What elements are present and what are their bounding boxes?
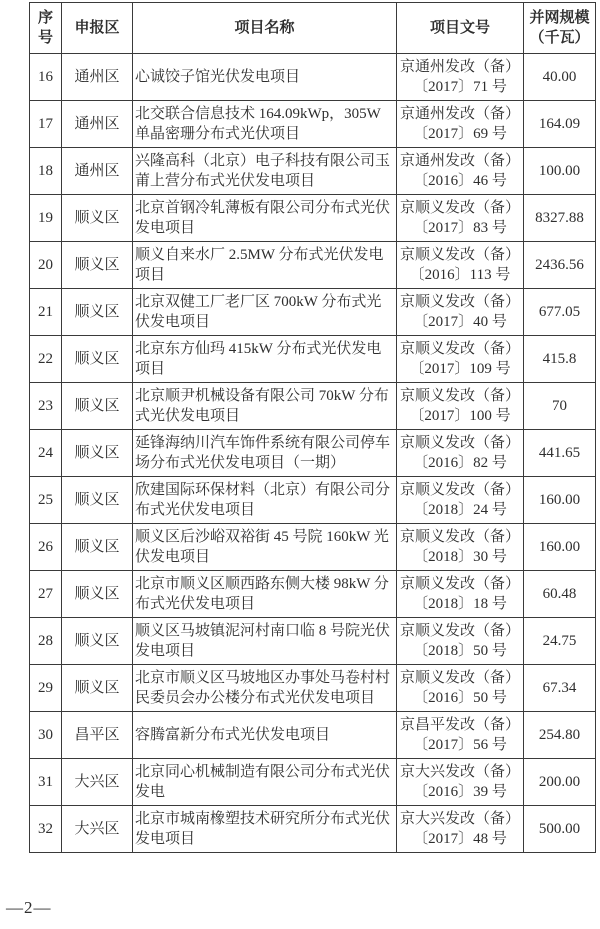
cell-project-name: 北京同心机械制造有限公司分布式光伏发电 [133,759,397,806]
table-row [30,477,596,524]
table-row [30,618,596,665]
cell-district: 顺义区 [62,195,133,242]
cell-project-name: 顺义自来水厂 2.5MW 分布式光伏发电项目 [133,242,397,289]
cell-serial-number: 19 [30,195,62,242]
cell-grid-scale: 8327.88 [524,195,596,242]
cell-serial-number: 20 [30,242,62,289]
cell-document-number: 京昌平发改（备）〔2017〕56 号 [397,712,524,759]
cell-serial-number: 27 [30,571,62,618]
pv-projects-table [29,2,596,853]
cell-document-number: 京大兴发改（备）〔2017〕48 号 [397,806,524,853]
cell-grid-scale: 415.8 [524,336,596,383]
cell-project-name: 容腾富新分布式光伏发电项目 [133,712,397,759]
cell-grid-scale: 441.65 [524,430,596,477]
cell-district: 通州区 [62,54,133,101]
cell-district: 顺义区 [62,383,133,430]
cell-document-number: 京顺义发改（备）〔2017〕40 号 [397,289,524,336]
cell-project-name: 心诚饺子馆光伏发电项目 [133,54,397,101]
cell-serial-number: 29 [30,665,62,712]
cell-document-number: 京顺义发改（备）〔2018〕30 号 [397,524,524,571]
cell-document-number: 京顺义发改（备）〔2016〕82 号 [397,430,524,477]
cell-document-number: 京通州发改（备）〔2017〕69 号 [397,101,524,148]
cell-serial-number: 32 [30,806,62,853]
cell-serial-number: 21 [30,289,62,336]
cell-project-name: 兴隆高科（北京）电子科技有限公司玉莆上营分布式光伏发电项目 [133,148,397,195]
table-row [30,383,596,430]
cell-project-name: 北交联合信息技术 164.09kWp，305W 单晶密珊分布式光伏项目 [133,101,397,148]
cell-grid-scale: 70 [524,383,596,430]
cell-grid-scale: 160.00 [524,524,596,571]
cell-document-number: 京顺义发改（备）〔2018〕18 号 [397,571,524,618]
cell-district: 顺义区 [62,289,133,336]
header-cell-project-name: 项目名称 [133,3,397,54]
cell-grid-scale: 160.00 [524,477,596,524]
table-row [30,759,596,806]
cell-project-name: 北京顺尹机械设备有限公司 70kW 分布式光伏发电项目 [133,383,397,430]
page-number: —2— [6,898,52,917]
cell-grid-scale: 500.00 [524,806,596,853]
table-row [30,571,596,618]
cell-document-number: 京通州发改（备）〔2016〕46 号 [397,148,524,195]
cell-document-number: 京顺义发改（备）〔2017〕100 号 [397,383,524,430]
cell-district: 通州区 [62,148,133,195]
cell-grid-scale: 200.00 [524,759,596,806]
cell-document-number: 京顺义发改（备）〔2018〕24 号 [397,477,524,524]
cell-project-name: 顺义区后沙峪双裕街 45 号院 160kW 光伏发电项目 [133,524,397,571]
cell-district: 通州区 [62,101,133,148]
table-row [30,430,596,477]
cell-serial-number: 30 [30,712,62,759]
cell-district: 大兴区 [62,759,133,806]
cell-serial-number: 17 [30,101,62,148]
table-row [30,665,596,712]
table-row [30,806,596,853]
cell-district: 顺义区 [62,336,133,383]
cell-serial-number: 28 [30,618,62,665]
table-header-row [30,3,596,54]
cell-document-number: 京顺义发改（备）〔2018〕50 号 [397,618,524,665]
cell-grid-scale: 67.34 [524,665,596,712]
cell-serial-number: 31 [30,759,62,806]
cell-project-name: 延锋海纳川汽车饰件系统有限公司停车场分布式光伏发电项目（一期） [133,430,397,477]
header-cell-district: 申报区 [62,3,133,54]
cell-project-name: 顺义区马坡镇泥河村南口临 8 号院光伏发电项目 [133,618,397,665]
cell-grid-scale: 254.80 [524,712,596,759]
cell-district: 顺义区 [62,524,133,571]
table-row [30,289,596,336]
table-row [30,242,596,289]
cell-document-number: 京通州发改（备）〔2017〕71 号 [397,54,524,101]
table-row [30,101,596,148]
table-row [30,148,596,195]
header-cell-grid-scale: 并网规模（千瓦） [524,3,596,54]
cell-project-name: 北京市顺义区马坡地区办事处马卷村村民委员会办公楼分布式光伏发电项目 [133,665,397,712]
cell-district: 顺义区 [62,477,133,524]
cell-serial-number: 26 [30,524,62,571]
cell-document-number: 京顺义发改（备）〔2017〕109 号 [397,336,524,383]
cell-district: 顺义区 [62,665,133,712]
cell-document-number: 京顺义发改（备）〔2016〕50 号 [397,665,524,712]
cell-project-name: 北京市城南橡塑技术研究所分布式光伏发电项目 [133,806,397,853]
cell-document-number: 京大兴发改（备）〔2016〕39 号 [397,759,524,806]
cell-grid-scale: 677.05 [524,289,596,336]
cell-grid-scale: 24.75 [524,618,596,665]
cell-document-number: 京顺义发改（备）〔2017〕83 号 [397,195,524,242]
table-row [30,524,596,571]
header-cell-document-number: 项目文号 [397,3,524,54]
cell-serial-number: 24 [30,430,62,477]
cell-grid-scale: 164.09 [524,101,596,148]
cell-district: 顺义区 [62,430,133,477]
cell-project-name: 北京市顺义区顺西路东侧大楼 98kW 分布式光伏发电项目 [133,571,397,618]
cell-serial-number: 22 [30,336,62,383]
cell-document-number: 京顺义发改（备）〔2016〕113 号 [397,242,524,289]
cell-grid-scale: 100.00 [524,148,596,195]
cell-project-name: 欣建国际环保材料（北京）有限公司分布式光伏发电项目 [133,477,397,524]
cell-grid-scale: 2436.56 [524,242,596,289]
table-row [30,195,596,242]
cell-grid-scale: 60.48 [524,571,596,618]
cell-district: 顺义区 [62,242,133,289]
cell-project-name: 北京东方仙玛 415kW 分布式光伏发电项目 [133,336,397,383]
cell-serial-number: 18 [30,148,62,195]
cell-serial-number: 16 [30,54,62,101]
cell-serial-number: 25 [30,477,62,524]
cell-project-name: 北京双健工厂老厂区 700kW 分布式光伏发电项目 [133,289,397,336]
header-cell-serial-number: 序号 [30,3,62,54]
cell-project-name: 北京首钢冷轧薄板有限公司分布式光伏发电项目 [133,195,397,242]
table-row [30,712,596,759]
table-row [30,54,596,101]
table-row [30,336,596,383]
cell-district: 顺义区 [62,618,133,665]
cell-district: 顺义区 [62,571,133,618]
cell-district: 昌平区 [62,712,133,759]
cell-grid-scale: 40.00 [524,54,596,101]
cell-district: 大兴区 [62,806,133,853]
cell-serial-number: 23 [30,383,62,430]
